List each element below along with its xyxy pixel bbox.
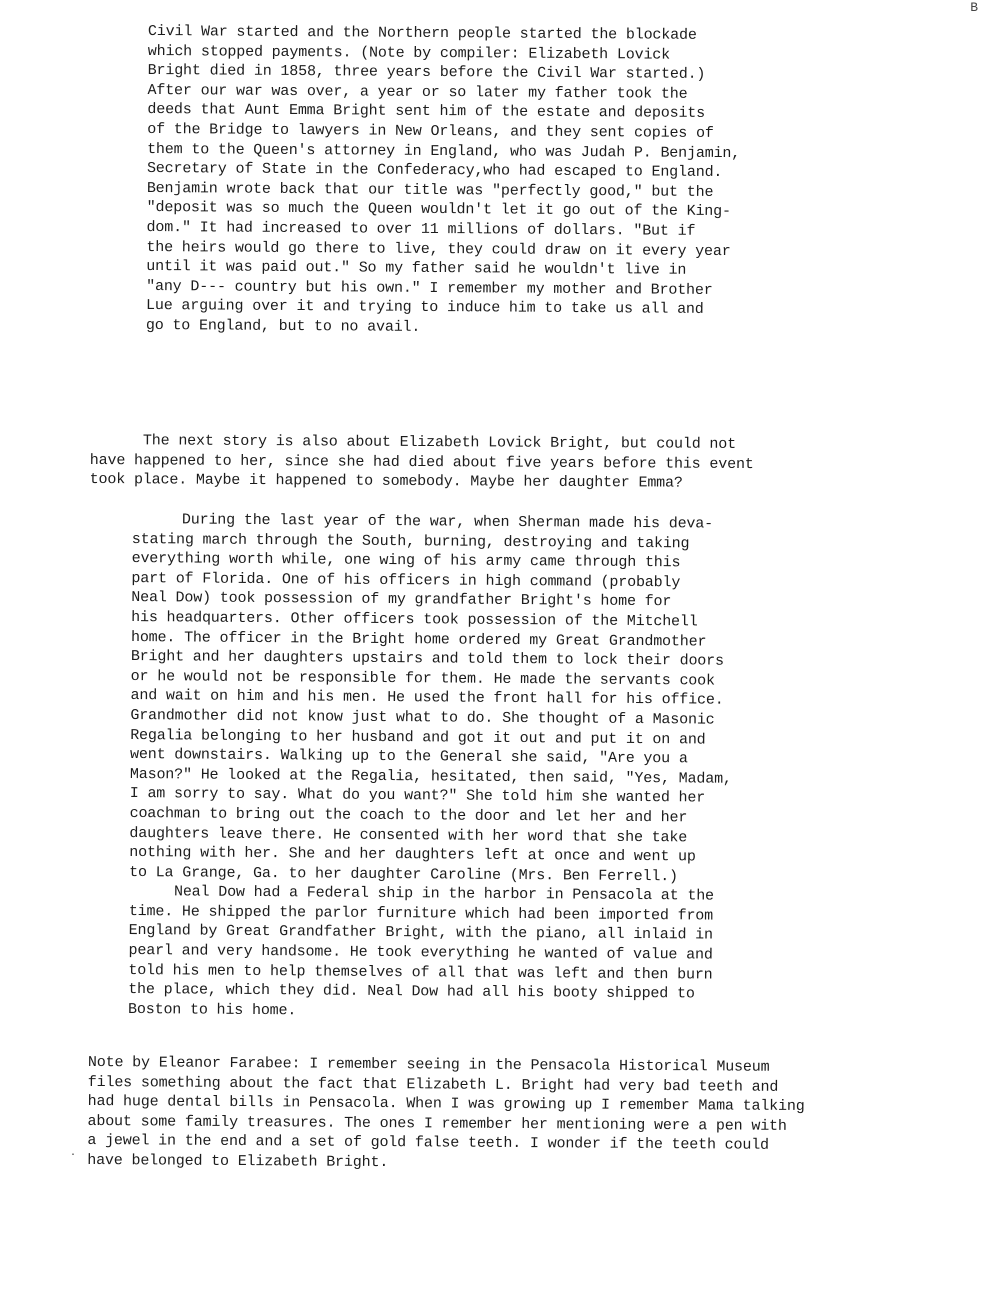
- text-line: Regalia belonging to her husband and got it out and put it on and: [130, 726, 706, 749]
- text-line: "deposit was so much the Queen wouldn't let it go out of the King-: [146, 199, 731, 221]
- text-line: told his men to help themselves of all that was left and then burn: [128, 961, 713, 984]
- text-line: Mason?" He looked at the Regalia, hesitated, then said, "Yes, Madam,: [129, 765, 732, 788]
- text-line: Neal Dow had a Federal ship in the harbor in Pensacola at the: [173, 883, 715, 905]
- text-line: stating march through the South, burning, destroying and taking: [131, 530, 690, 552]
- text-line: had huge dental bills in Pensacola. When I was growing up I remember Mama talking: [87, 1093, 805, 1116]
- text-line: Bright died in 1858, three years before the Civil War started.): [147, 62, 706, 84]
- text-line: Civil War started and the Northern people started the blockade: [147, 22, 697, 44]
- text-line: until it was paid out." So my father said he wouldn't live in: [146, 258, 687, 279]
- text-line: Bright and her daughters upstairs and told them to lock their doors: [130, 648, 724, 670]
- text-line: go to England, but to no avail.: [145, 316, 421, 336]
- text-line: nothing with her. She and her daughters left at once and went up: [129, 844, 696, 866]
- page-mark: B: [970, 0, 978, 15]
- text-line: home. The officer in the Bright home ordered my Great Grandmother: [130, 628, 707, 651]
- text-line: everything worth while, one wing of his army came through this: [131, 550, 681, 572]
- text-line: to La Grange, Ga. to her daughter Caroline (Mrs. Ben Ferrell.): [129, 863, 679, 885]
- text-line: dom." It had increased to over 11 millions of dollars. "But if: [146, 218, 696, 240]
- text-line: "any D--- country but his own." I remember my mother and Brother: [146, 277, 713, 299]
- text-line: Neal Dow) took possession of my grandfather Bright's home for: [131, 589, 672, 611]
- text-line: pearl and very handsome. He took everything he wanted of value and: [128, 942, 713, 964]
- text-line: deeds that Aunt Emma Bright sent him of the estate and deposits: [147, 101, 706, 123]
- text-line: them to the Queen's attorney in England, who was Judah P. Benjamin,: [147, 140, 741, 162]
- text-line: The next story is also about Elizabeth Lovick Bright, but could not: [142, 432, 737, 453]
- text-line: part of Florida. One of his officers in high command (probably: [131, 569, 681, 592]
- text-line: went downstairs. Walking up to the General she said, "Are you a: [130, 746, 688, 768]
- text-line: Lue arguing over it and trying to induce him to take us all and: [145, 297, 704, 319]
- stray-dot: ·: [70, 1150, 77, 1161]
- text-line: time. He shipped the parlor furniture which had been imported from: [128, 902, 714, 925]
- text-line: Grandmother did not know just what to do. She thought of a Masonic: [130, 706, 715, 729]
- text-line: daughters leave there. He consented with her word that she take: [129, 824, 688, 846]
- text-line: files something about the fact that Elizabeth L. Bright had very bad teeth and: [87, 1073, 779, 1096]
- text-line: coachman to bring out the coach to the door and let her and her: [129, 804, 688, 827]
- text-line: the heirs would go there to live, they could draw on it every year: [146, 238, 731, 260]
- paragraph-next-story: [90, 431, 754, 494]
- paragraph-inheritance: [146, 22, 741, 340]
- paragraph-farabee-note: [87, 1053, 805, 1176]
- text-line: have happened to her, since she had died about five years before this event: [89, 451, 754, 473]
- text-line: a jewel in the end and a set of gold false teeth. I wonder if the teeth could: [87, 1132, 770, 1155]
- text-line: have belonged to Elizabeth Bright.: [87, 1151, 389, 1172]
- text-line: of the Bridge to lawyers in New Orleans, and they sent copies of: [147, 120, 714, 142]
- text-line: about some family treasures. The ones I remember her mentioning were a pen with: [87, 1112, 787, 1135]
- text-line: Note by Eleanor Farabee: I remember seeing in the Pensacola Historical Museum: [87, 1054, 770, 1076]
- text-line: and wait on him and his men. He used the front hall for his office.: [130, 687, 724, 709]
- text-line: his headquarters. Other officers took possession of the Mitchell: [131, 608, 698, 631]
- text-line: England by Great Grandfather Bright, with the piano, all inlaid in: [128, 922, 713, 945]
- text-line: Benjamin wrote back that our title was "perfectly good," but the: [146, 179, 714, 201]
- text-line: I am sorry to say. What do you want?" She told him she wanted her: [129, 785, 706, 807]
- text-line: During the last year of the war, when Sherman made his deva-: [181, 511, 714, 533]
- paragraph-sherman-story: [128, 510, 734, 1024]
- text-line: After our war was over, a year or so later my father took the: [147, 81, 688, 103]
- text-line: Secretary of State in the Confederacy,who had escaped to England.: [146, 160, 723, 182]
- text-line: or he would not be responsible for them. He made the servants cook: [130, 667, 715, 690]
- text-line: which stopped payments. (Note by compiler: Elizabeth Lovick: [147, 42, 671, 64]
- text-line: the place, which they did. Neal Dow had all his booty shipped to: [128, 981, 695, 1003]
- text-line: Boston to his home.: [128, 1000, 297, 1020]
- text-line: took place. Maybe it happened to somebody. Maybe her daughter Emma?: [89, 471, 683, 492]
